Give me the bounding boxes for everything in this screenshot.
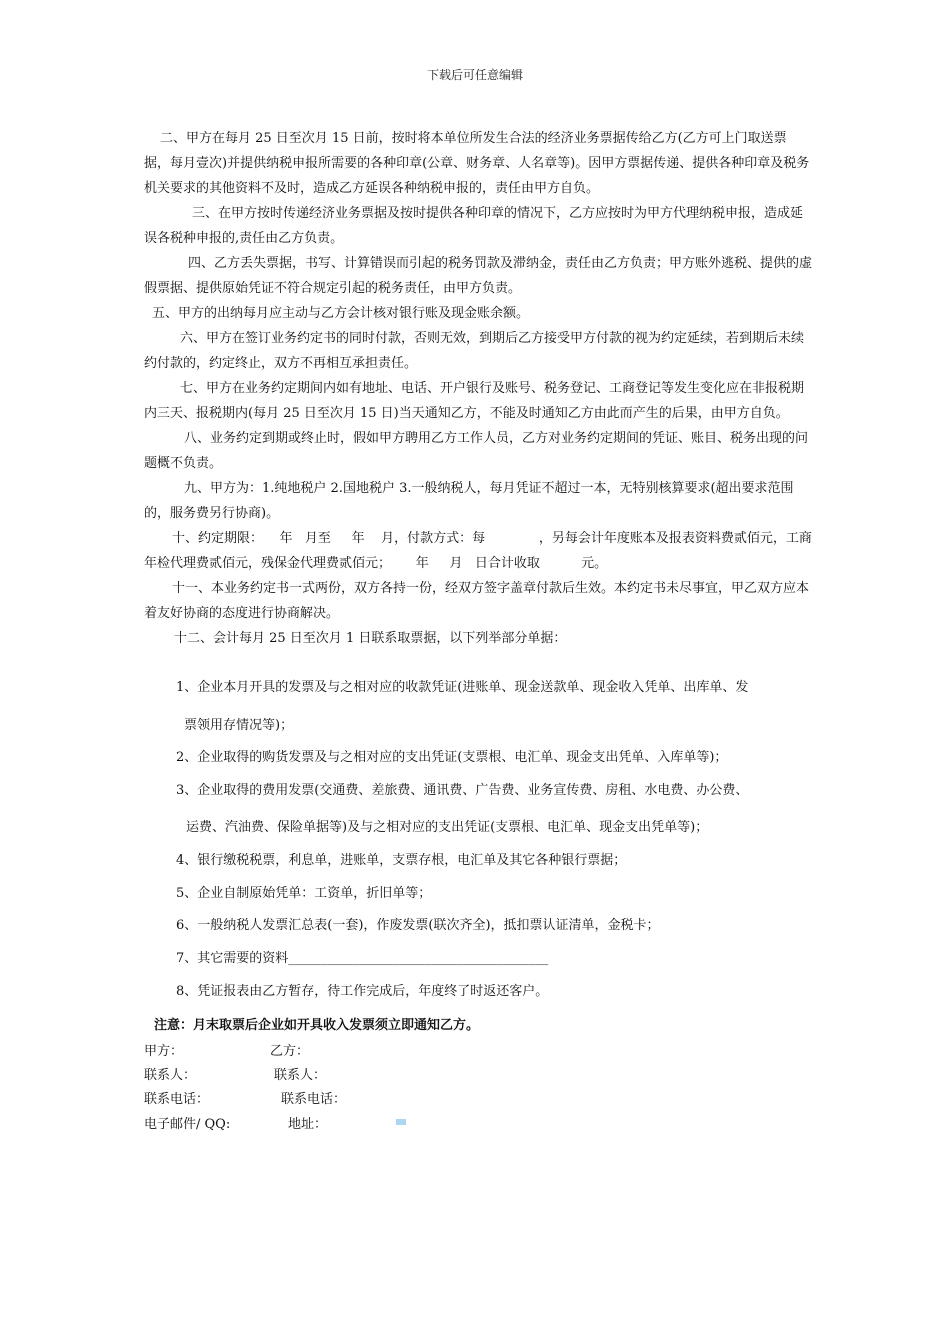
list-item-5: 5、企业自制原始凭单：工资单，折旧单等； xyxy=(176,886,432,901)
party-a-label: 甲方： xyxy=(144,1044,184,1059)
list-item-8: 8、凭证报表由乙方暂存，待工作完成后，年度终了时返还客户。 xyxy=(176,984,549,999)
clause-2: 二、甲方在每月 25 日至次月 15 日前，按时将本单位所发生合法的经济业务票据传给乙方(乙方可上门取送票据，每月壹次)并提供纳税申报所需要的各种印章(公章、财务章、人名章等)。因甲方票据传递、提供各种印章及税务机关要求的其他资料不及时，造成乙方延误各种纳税申报的，责任由甲方自负。 xyxy=(144,131,810,196)
list-item-4: 4、银行缴税税票，利息单，进账单，支票存根，电汇单及其它各种银行票据； xyxy=(176,853,627,868)
contract-body xyxy=(144,126,812,651)
party-b-label: 乙方： xyxy=(270,1044,310,1059)
clause-10: 十、约定期限： 年 月至 年 月，付款方式：每 ，另每会计年度账本及报表资料费贰佰元，工商年检代理费贰佰元，残保金代理费贰佰元； 年 月 日合计收取 元。 xyxy=(144,531,812,571)
list-item-3: 3、企业取得的费用发票(交通费、差旅费、通讯费、广告费、业务宣传费、房租、水电费、办公费、 xyxy=(176,783,749,798)
list-item-6: 6、一般纳税人发票汇总表(一套)，作废发票(联次齐全)，抵扣票认证清单，金税卡； xyxy=(176,918,660,933)
notice: 注意：月末取票后企业如开具收入发票须立即通知乙方。 xyxy=(154,1018,480,1033)
clause-9: 九、甲方为：1.纯地税户 2.国地税户 3.一般纳税人，每月凭证不超过一本，无特别核算要求(超出要求范围的，服务费另行协商)。 xyxy=(144,481,794,521)
clause-11: 十一、本业务约定书一式两份，双方各持一份，经双方签字盖章付款后生效。本约定书未尽事宜，甲乙双方应本着友好协商的态度进行协商解决。 xyxy=(144,581,810,621)
phone-b: 联系电话： xyxy=(281,1092,347,1107)
contact-person-a: 联系人： xyxy=(144,1068,197,1083)
clause-7: 七、甲方在业务约定期间内如有地址、电话、开户银行及账号、税务登记、工商登记等发生变化应在非报税期内三天、报税期内(每月 25 日至次月 15 日)当天通知乙方，不能及时通知乙方由此而产生的后果，由甲方自负。 xyxy=(144,381,805,421)
list-item-7: 7、其它需要的资料________________________________________ xyxy=(176,951,549,966)
clause-6: 六、甲方在签订业务约定书的同时付款，否则无效，到期后乙方接受甲方付款的视为约定延续，若到期后未续约付款的，约定终止，双方不再相互承担责任。 xyxy=(144,331,805,371)
list-item-1: 1、企业本月开具的发票及与之相对应的收款凭证(进账单、现金送款单、现金收入凭单、出库单、发 xyxy=(176,680,749,695)
list-item-2: 2、企业取得的购货发票及与之相对应的支出凭证(支票根、电汇单、现金支出凭单、入库单等)； xyxy=(176,750,728,765)
contact-person-b: 联系人： xyxy=(274,1068,327,1083)
address-b: 地址： xyxy=(288,1117,328,1132)
clause-12: 十二、会计每月 25 日至次月 1 日联系取票据，以下列举部分单据： xyxy=(174,631,567,646)
clause-4: 四、乙方丢失票据，书写、计算错误而引起的税务罚款及滞纳金，责任由乙方负责；甲方账外逃税、提供的虚假票据、提供原始凭证不符合规定引起的税务责任，由甲方负责。 xyxy=(144,256,813,296)
clause-5: 五、甲方的出纳每月应主动与乙方会计核对银行账及现金账余额。 xyxy=(152,306,530,321)
page-header: 下载后可任意编辑 xyxy=(426,68,523,82)
clause-3: 三、在甲方按时传递经济业务票据及按时提供各种印章的情况下，乙方应按时为甲方代理纳税申报，造成延误各税种申报的,责任由乙方负责。 xyxy=(144,206,804,246)
email-qq-a: 电子邮件/ QQ: xyxy=(144,1117,231,1132)
clause-8: 八、业务约定到期或终止时，假如甲方聘用乙方工作人员，乙方对业务约定期间的凭证、账目、税务出现的问题概不负责。 xyxy=(144,431,809,471)
phone-a: 联系电话： xyxy=(144,1092,210,1107)
list-item-1-cont: 票领用存情况等)； xyxy=(184,718,294,733)
list-item-3-cont: 运费、汽油费、保险单据等)及与之相对应的支出凭证(支票根、电汇单、现金支出凭单等)； xyxy=(186,820,709,835)
highlight-mark xyxy=(396,1119,406,1125)
